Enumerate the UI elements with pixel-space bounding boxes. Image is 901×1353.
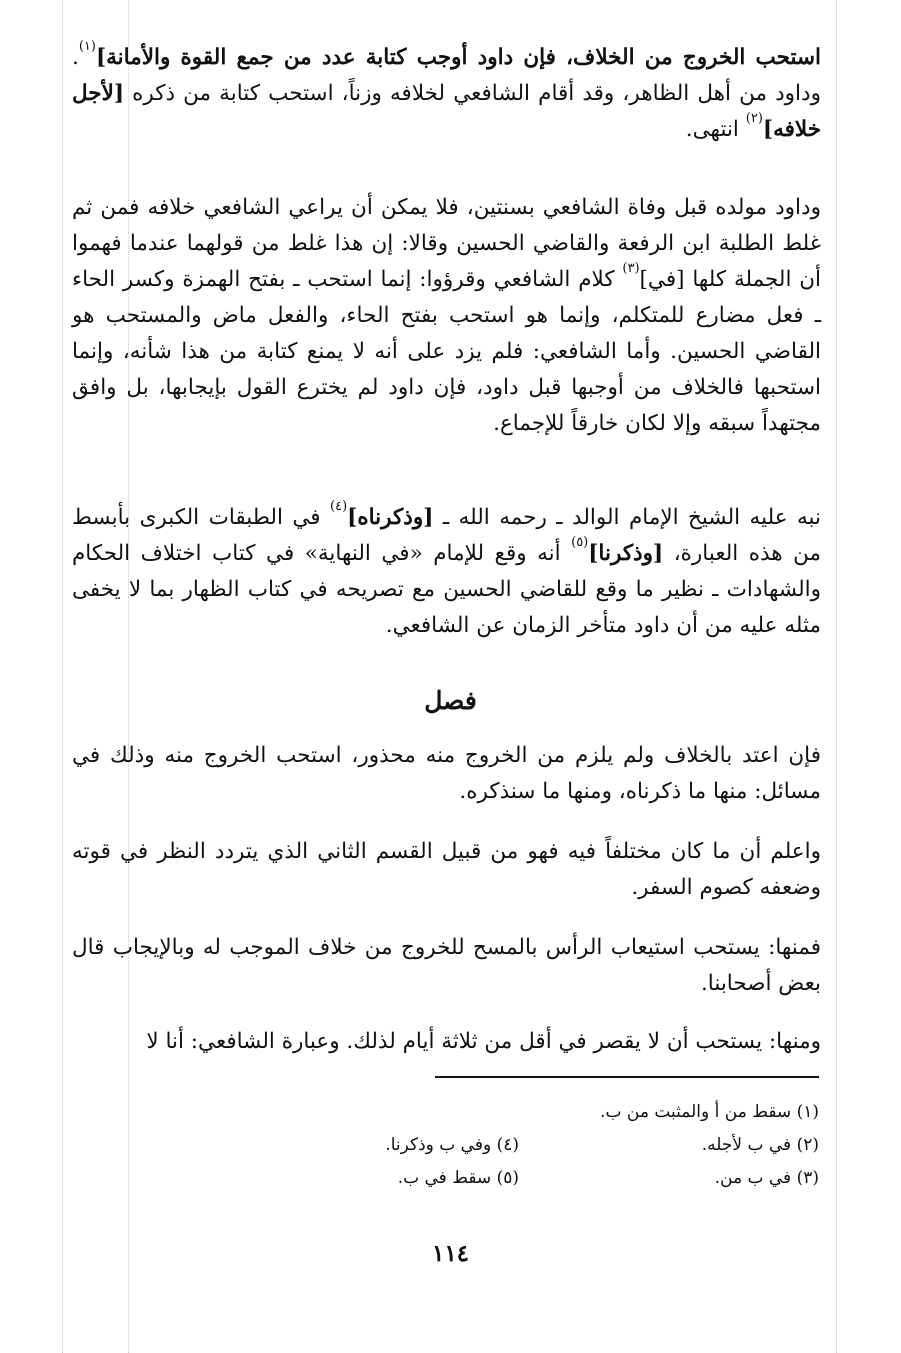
bracketed-word: [في] bbox=[639, 267, 685, 292]
footnote-3: (٣) في ب من. bbox=[714, 1168, 819, 1188]
scan-guide-line bbox=[62, 0, 63, 1353]
body-text: . وداود من أهل الظاهر، وقد أقام الشافعي لخلافه وزناً، استحب كتابة من ذكره bbox=[72, 45, 821, 106]
paragraph-2 bbox=[72, 190, 821, 442]
footnote-ref: (٥) bbox=[571, 535, 589, 550]
footnote-row bbox=[300, 1096, 819, 1129]
footnote-row bbox=[300, 1162, 819, 1195]
body-text: نبه عليه الشيخ الإمام الوالد ـ رحمه الله ـ bbox=[433, 505, 821, 530]
paragraph-4 bbox=[72, 738, 821, 810]
paragraph-5 bbox=[72, 834, 821, 906]
section-heading: فصل bbox=[424, 686, 477, 715]
paragraph-6 bbox=[72, 930, 821, 1002]
footnote-separator bbox=[435, 1076, 819, 1078]
body-text: انتهى. bbox=[685, 117, 746, 142]
paragraph-7 bbox=[72, 1024, 821, 1060]
bold-phrase: [وذكرنا] bbox=[588, 541, 664, 566]
body-text: ومنها: يستحب أن لا يقصر في أقل من ثلاثة أيام لذلك. وعبارة الشافعي: أنا لا bbox=[146, 1029, 821, 1054]
paragraph-3 bbox=[72, 500, 821, 644]
footnote-ref: (٤) bbox=[330, 499, 348, 514]
footnote-ref: (٣) bbox=[622, 261, 640, 276]
page-number: ١١٤ bbox=[431, 1240, 470, 1267]
body-text: فإن اعتد بالخلاف ولم يلزم من الخروج منه محذور، استحب الخروج منه وذلك في مسائل: منها ما ذكرناه، ومنها ما سنذكره. bbox=[72, 743, 821, 804]
footnote-4: (٤) وفي ب وذكرنا. bbox=[385, 1135, 519, 1155]
footnote-2: (٢) في ب لأجله. bbox=[701, 1135, 819, 1155]
footnote-ref: (٢) bbox=[745, 111, 763, 126]
footnote-row bbox=[300, 1129, 819, 1162]
bold-phrase: استحب الخروج من الخلاف، فإن داود أوجب كتابة عدد من جمع القوة والأمانة] bbox=[95, 45, 821, 70]
body-text: أنه وقع للإمام «في النهاية» في كتاب اختلاف الحكام والشهادات ـ نظير ما وقع للقاضي الحسين مع تصريحه في كتاب الظهار بما لا يخفى مثله عليه من أن داود متأخر الزمان عن الشافعي. bbox=[72, 541, 821, 638]
body-text: واعلم أن ما كان مختلفاً فيه فهو من قبيل القسم الثاني الذي يتردد النظر في قوته وضعفه كصوم السفر. bbox=[72, 839, 821, 900]
bold-phrase: [وذكرناه] bbox=[347, 505, 434, 530]
scan-guide-line bbox=[836, 0, 837, 1353]
footnotes bbox=[300, 1096, 819, 1195]
body-text: كلام الشافعي وقرؤوا: إنما استحب ـ بفتح الهمزة وكسر الحاء ـ فعل مضارع للمتكلم، وإنما هو استحب بفتح الحاء، والفعل ماض والمستحب هو القاضي الحسين. وأما الشافعي: فلم يزد على أنه لا يمنع كتابة من هذا شأنه، وإنما استحبها فالخلاف من أوجبها قبل داود، فإن داود لم يخترع القول بإيجابها، بل وافق مجتهداً سبقه وإلا لكان خارقاً للإجماع. bbox=[72, 267, 821, 436]
body-text: وداود مولده قبل وفاة الشافعي بسنتين، فلا يمكن أن يراعي الشافعي خلافه فمن ثم غلط الطلبة ابن الرفعة والقاضي الحسين وقالا: إن هذا غلط من قولهما عندما فهموا أن الجملة كلها bbox=[72, 195, 821, 292]
paragraph-1 bbox=[72, 40, 821, 148]
footnote-ref: (١) bbox=[78, 39, 96, 54]
body-text: فمنها: يستحب استيعاب الرأس بالمسح للخروج من خلاف الموجب له وبالإيجاب قال بعض أصحابنا. bbox=[72, 935, 821, 996]
body-text: في الطبقات الكبرى بأبسط من هذه العبارة، bbox=[72, 505, 821, 566]
footnote-5: (٥) سقط في ب. bbox=[397, 1168, 519, 1188]
bold-phrase: [لأجل خلافه] bbox=[72, 81, 821, 142]
footnote-1: (١) سقط من أ والمثبت من ب. bbox=[600, 1102, 819, 1122]
